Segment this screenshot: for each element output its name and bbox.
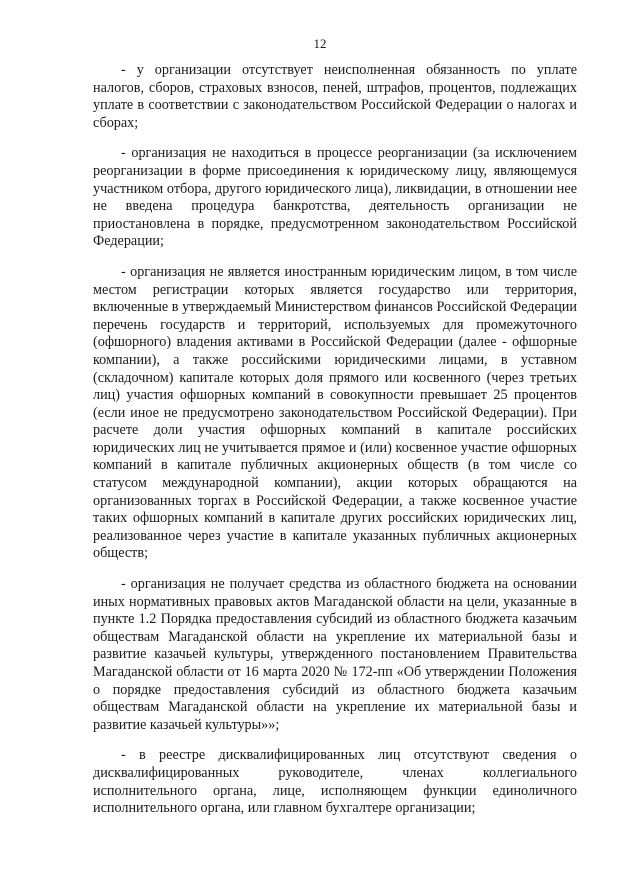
paragraph-offshore-companies: - организация не является иностранным юридическим лицом, в том числе местом регистрации которых является государство или территория, включенные в утверждаемый Министерством финансов Российской Федерации перечень государств и территорий, используемых для промежуточного (офшорного) владения активами в Российской Федерации (далее - офшорные компании), а также российскими юридическими лицами, в уставном (складочном) капитале которых доля прямого или косвенного (через третьих лиц) участия офшорных компаний в совокупности превышает 25 процентов (если иное не предусмотрено законодательством Российской Федерации). При расчете доли участия офшорных компаний в капитале российских юридических лиц не учитывается прямое и (или) косвенное участие офшорных компаний в капитале публичных акционерных обществ (в том числе со статусом международной компании), акции которых обращаются на организованных торгах в Российской Федерации, а также косвенное участие таких офшорных компаний в капитале других российских юридических лиц, реализованное через участие в капитале указанных публичных акционерных обществ; (93, 263, 577, 562)
paragraph-reorganization: - организация не находиться в процессе реорганизации (за исключением реорганизации в форме присоединения к юридическому лицу, являющемуся участником отбора, другого юридического лица), ликвидации, в отношении нее не введена процедура банкротства, деятельность организации не приостановлена в порядке, предусмотренном законодательством Российской Федерации; (93, 145, 577, 250)
paragraph-disqualified-persons: - в реестре дисквалифицированных лиц отсутствуют сведения о дисквалифицированных руководителе, членах коллегиального исполнительного органа, лице, исполняющем функции единоличного исполнительного органа, или главном бухгалтере организации; (93, 747, 577, 817)
paragraph-tax-obligations: - у организации отсутствует неисполненная обязанность по уплате налогов, сборов, страховых взносов, пеней, штрафов, процентов, подлежащих уплате в соответствии с законодательством Российской Федерации о налогах и сборах; (93, 62, 577, 131)
document-body (93, 62, 577, 831)
paragraph-regional-budget: - организация не получает средства из областного бюджета на основании иных нормативных правовых актов Магаданской области на цели, указанные в пункте 1.2 Порядка предоставления субсидий из областного бюджета казачьим обществам Магаданской области на укрепление их материальной базы и развитие казачьей культуры, утвержденного постановлением Правительства Магаданской области от 16 марта 2020 № 172-пп «Об утверждении Положения о порядке предоставления субсидий из областного бюджета казачьим обществам Магаданской области на укрепление их материальной базы и развитие казачьей культуры»»; (93, 576, 577, 733)
page-number: 12 (313, 36, 327, 51)
